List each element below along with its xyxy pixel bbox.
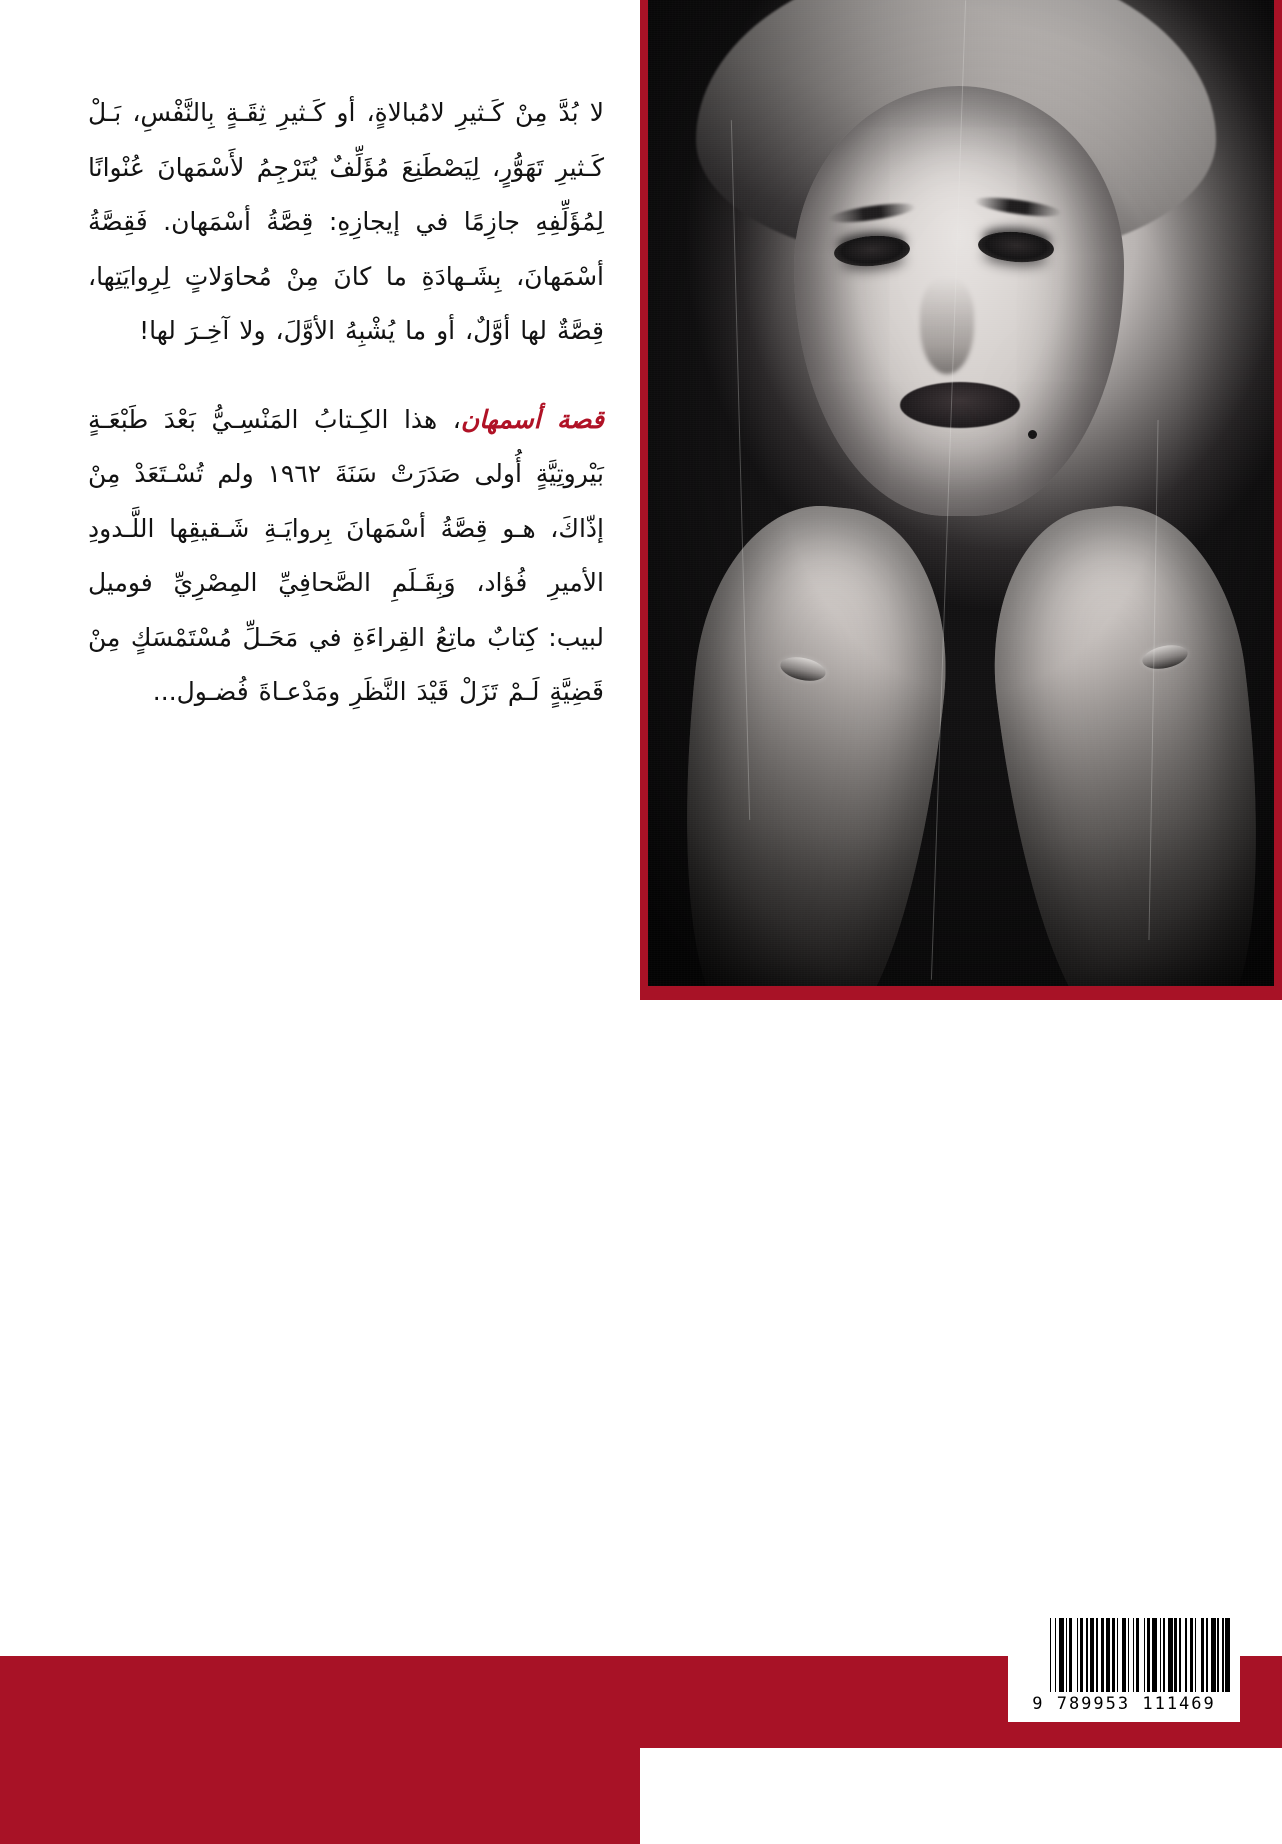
back-cover-blurb xyxy=(88,86,604,750)
barcode-bars xyxy=(1018,1618,1230,1692)
barcode-digits: 9 789953 111469 xyxy=(1032,1694,1216,1714)
photo-grain xyxy=(648,0,1274,986)
blurb-paragraph-2-text: ، هذا الكِـتابُ المَنْسِـيُّ بَعْدَ طَبْعَـةٍ بَيْروتِيَّةٍ أُولى صَدَرَتْ سَنَةَ ١٩٦٢ ولم تُسْـتَعَدْ مِنْ إذّاكَ، هـو قِصَّةُ أسْمَهانَ بِروايَـةِ شَـقيقِها اللَّـدودِ الأميرِ فُؤاد، وَبِقَـلَمِ الصَّحافِيِّ المِصْرِيِّ فوميل لبيب: كِتابٌ ماتِعُ القِراءَةِ في مَحَـلِّ مُسْتَمْسَكٍ مِنْ قَضِيَّةٍ لَـمْ تَزَلْ قَيْدَ النَّظَرِ ومَدْعـاةَ فُضـول... xyxy=(88,404,604,706)
cover-photo-frame xyxy=(640,0,1282,1000)
barcode xyxy=(1008,1610,1240,1722)
blurb-paragraph-2 xyxy=(88,393,604,720)
book-title-inline: قصة أسمهان xyxy=(460,404,604,434)
portrait-photo xyxy=(648,0,1274,986)
blurb-paragraph-1: لا بُدَّ مِنْ كَـثيرِ لامُبالاةٍ، أو كَـثيرِ ثِقَـةٍ بِالنَّفْسِ، بَـلْ كَـثيرِ تَهَوُّرٍ، لِيَصْطَنِعَ مُؤَلِّفٌ يُتَرْجِمُ لأَسْمَهانَ عُنْوانًا لِمُؤَلِّفِهِ جازِمًا في إيجازِهِ: قِصَّةُ أسْمَهان. فَقِصَّةُ أسْمَهانَ، بِشَـهادَةِ ما كانَ مِنْ مُحاوَلاتٍ لِرِوايَتِها، قِصَّةٌ لها أوَّلٌ، أو ما يُشْبِهُ الأوَّلَ، ولا آخِـرَ لها! xyxy=(88,98,604,345)
